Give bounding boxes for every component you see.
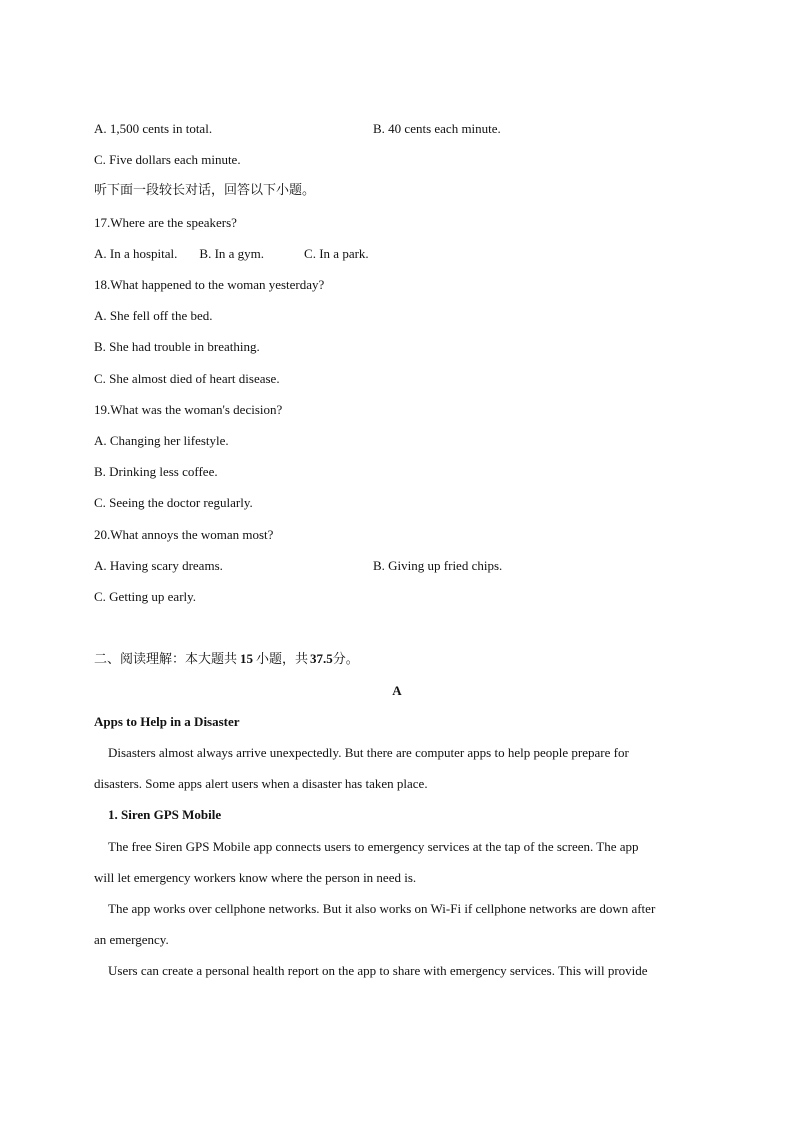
paragraph-2-line-2: will let emergency workers know where the person in need is. (94, 870, 417, 885)
paragraph-4-line-1: Users can create a personal health report on the app to share with emergency services. This will provide (108, 963, 648, 978)
q19-option-b: B. Drinking less coffee. (94, 464, 218, 479)
q19-stem: 19.What was the woman's decision? (94, 402, 283, 417)
q16-option-c: C. Five dollars each minute. (94, 152, 241, 167)
q17-option-a: A. In a hospital. (94, 246, 178, 261)
paragraph-3-line-2: an emergency. (94, 932, 169, 947)
passage-label: A (392, 683, 402, 698)
subheading-siren-gps: 1. Siren GPS Mobile (108, 807, 222, 822)
q18-option-c: C. She almost died of heart disease. (94, 371, 280, 386)
q17-option-b: B. In a gym. (199, 246, 265, 261)
q19-option-a: A. Changing her lifestyle. (94, 433, 229, 448)
section-heading-prefix: 二、阅读理解：本大题共 (94, 652, 238, 667)
q20-stem: 20.What annoys the woman most? (94, 527, 274, 542)
q17-options (94, 245, 369, 263)
passage-title: Apps to Help in a Disaster (94, 714, 240, 729)
q18-stem: 18.What happened to the woman yesterday? (94, 277, 325, 292)
q18-option-a: A. She fell off the bed. (94, 308, 213, 323)
listening-instruction: 听下面一段较长对话，回答以下小题。 (94, 183, 316, 198)
q16-option-a: A. 1,500 cents in total. (94, 121, 213, 136)
paragraph-3-line-1: The app works over cellphone networks. But it also works on Wi-Fi if cellphone networks are down after (108, 901, 656, 916)
section-heading-mid: 小题，共 (256, 652, 309, 667)
section-question-count: 15 (240, 651, 254, 666)
paragraph-2-line-1: The free Siren GPS Mobile app connects users to emergency services at the tap of the screen. The app (108, 839, 639, 854)
q18-option-b: B. She had trouble in breathing. (94, 339, 260, 354)
q16-option-b: B. 40 cents each minute. (373, 121, 501, 136)
q20-option-c: C. Getting up early. (94, 589, 197, 604)
section-heading-suffix: 分。 (332, 652, 359, 667)
section-heading (94, 650, 359, 669)
q20-option-a: A. Having scary dreams. (94, 558, 223, 573)
q20-option-b: B. Giving up fried chips. (373, 558, 503, 573)
q17-stem: 17.Where are the speakers? (94, 215, 237, 230)
q17-option-c: C. In a park. (304, 246, 369, 261)
paragraph-1-line-1: Disasters almost always arrive unexpectedly. But there are computer apps to help people prepare for (108, 745, 629, 760)
paragraph-1-line-2: disasters. Some apps alert users when a disaster has taken place. (94, 776, 428, 791)
q19-option-c: C. Seeing the doctor regularly. (94, 495, 253, 510)
section-score: 37.5 (310, 651, 333, 666)
